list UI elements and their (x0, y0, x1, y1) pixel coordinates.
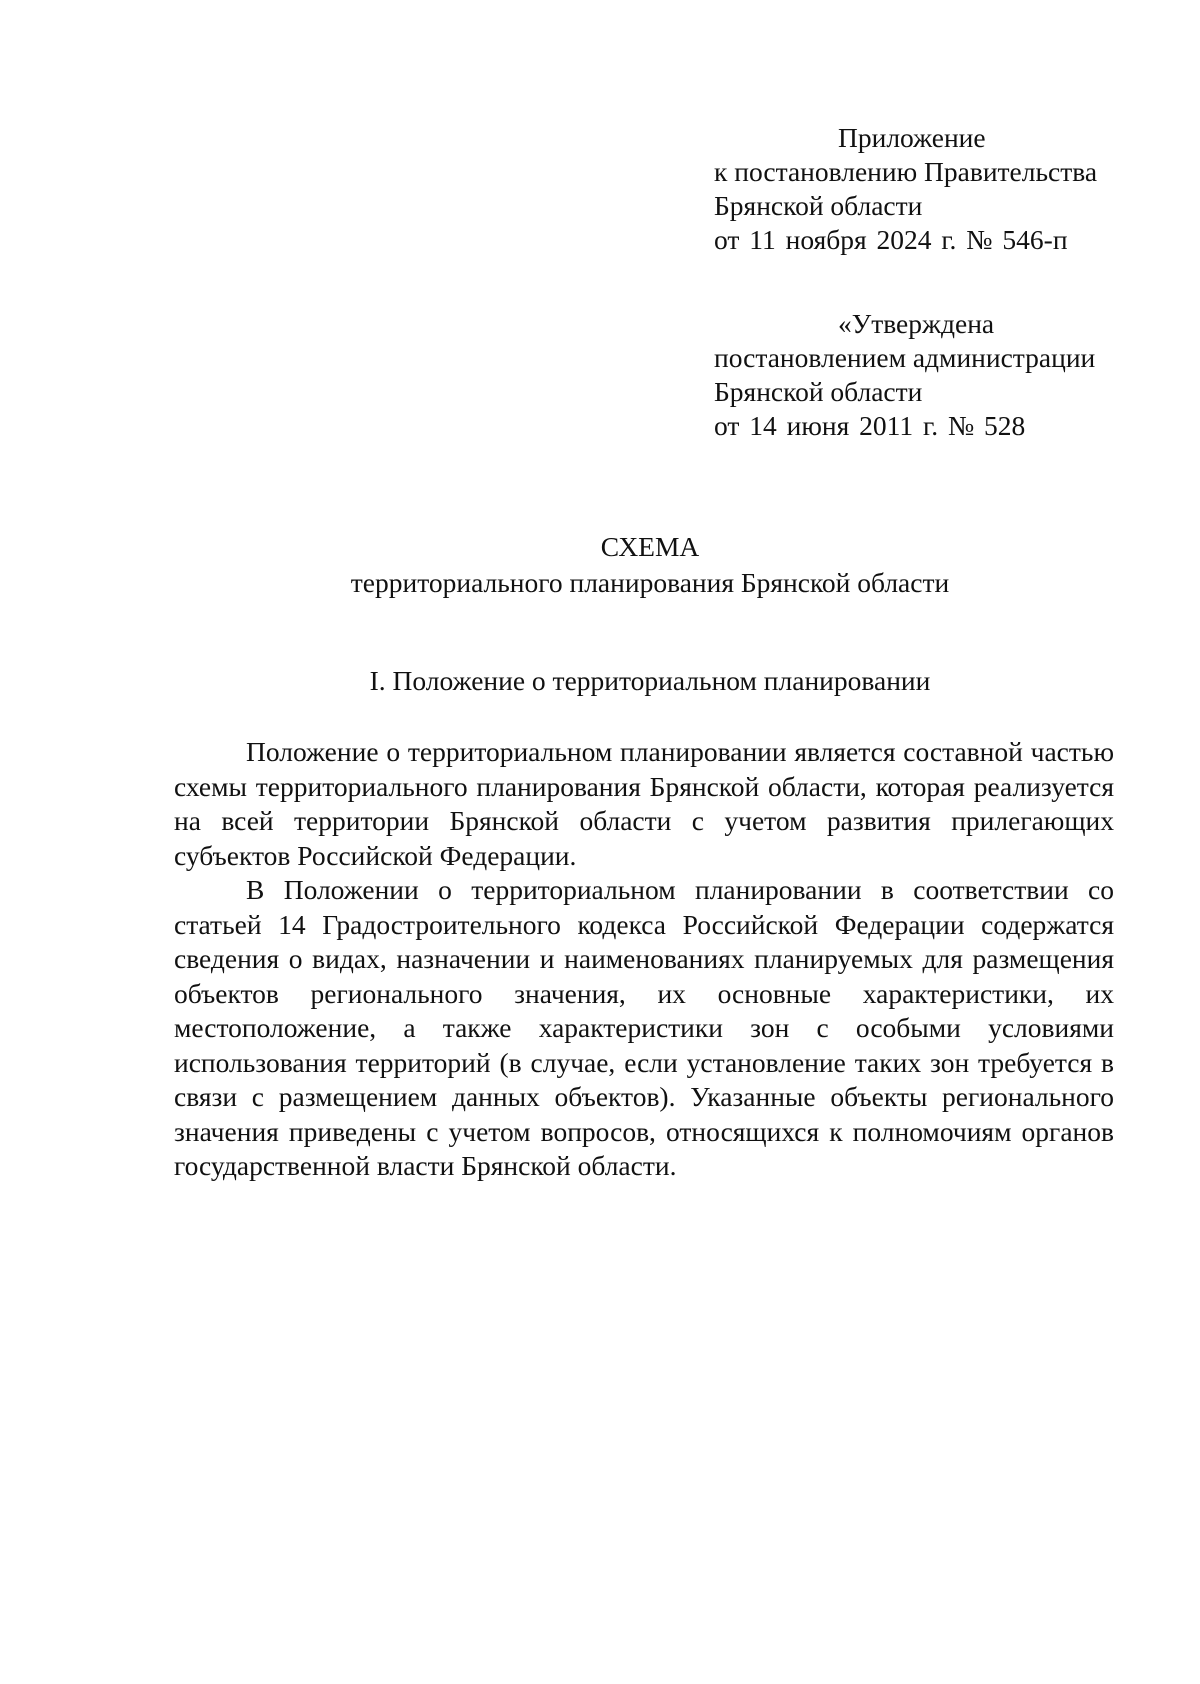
section-heading: I. Положение о территориальном планировании (369, 665, 931, 696)
paragraph: В Положении о территориальном планировании в соответствии со статьей 14 Градостроительного кодекса Российской Федерации содержатся сведения о видах, назначении и наименованиях планируемых для размещения объектов регионального значения, их основные характеристики, их местоположение, а также характеристики зон с особыми условиями использования территорий (в случае, если установление таких зон требуется в связи с размещением данных объектов). Указанные объекты регионального значения приведены с учетом вопросов, относящихся к полномочиям органов государственной власти Брянской области. (174, 874, 1114, 1181)
appendix-line-1: к постановлению Правительства (714, 156, 1098, 187)
paragraph: Положение о территориальном планировании является составной частью схемы территориального планирования Брянской области, которая реализуется на всей территории Брянской области с учетом развития прилегающих субъектов Российской Федерации. (174, 736, 1114, 871)
appendix-line-2: Брянской области (714, 190, 923, 221)
approved-line-1: постановлением администрации (714, 342, 1096, 373)
section-body (174, 735, 1114, 1184)
appendix-block (714, 121, 1174, 257)
document-subtitle: территориального планирования Брянской области (350, 567, 950, 598)
appendix-label: Приложение (838, 122, 986, 153)
approved-line-2: Брянской области (714, 376, 923, 407)
approved-label: «Утверждена (838, 308, 995, 339)
approved-date-line: от 14 июня 2011 г. № 528 (714, 410, 1026, 441)
document-title: СХЕМА (600, 531, 700, 562)
appendix-date-line: от 11 ноября 2024 г. № 546-п (714, 224, 1068, 255)
approved-block (714, 307, 1174, 443)
